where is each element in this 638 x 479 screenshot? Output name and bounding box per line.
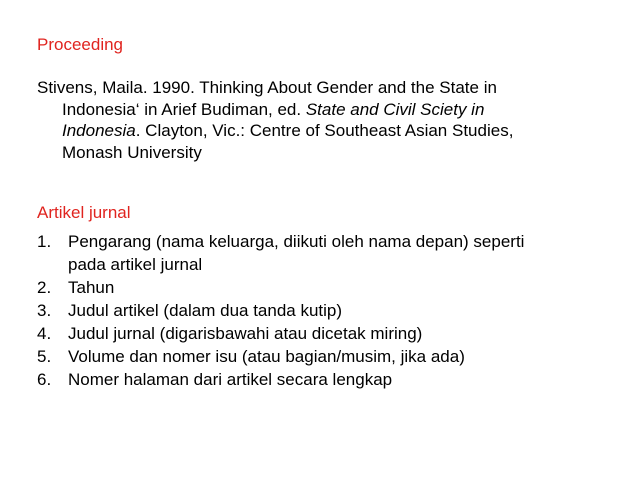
list-item (37, 345, 617, 368)
journal-article-list (37, 230, 617, 391)
list-item-number: 6. (37, 370, 52, 389)
list-item-number: 5. (37, 347, 52, 366)
list-item (37, 276, 617, 299)
list-item-text (68, 276, 617, 299)
list-item-text (68, 299, 617, 322)
list-item-text (68, 345, 617, 368)
list-item-number: 4. (37, 324, 52, 343)
list-item (37, 368, 617, 391)
list-item-text (68, 230, 617, 276)
list-item-number: 2. (37, 278, 52, 297)
list-item-line: Pengarang (nama keluarga, diikuti oleh nama depan) seperti (68, 232, 525, 251)
reference-line-3 (37, 120, 597, 142)
list-item-line: pada artikel jurnal (68, 255, 203, 274)
list-item-line: Tahun (68, 278, 115, 297)
reference-line-2 (37, 99, 597, 121)
list-item-line: Judul artikel (dalam dua tanda kutip) (68, 301, 343, 320)
section-heading-proceeding: Proceeding (37, 35, 124, 54)
list-item (37, 322, 617, 345)
reference-line-3-italic: Indonesia (62, 121, 136, 140)
list-item-text (68, 368, 617, 391)
list-item-line: Judul jurnal (digarisbawahi atau dicetak miring) (68, 324, 423, 343)
list-item-line: Nomer halaman dari artikel secara lengkap (68, 370, 393, 389)
reference-line-2-italic: State and Civil Sciety in (305, 99, 485, 119)
reference-line-4: Monash University (62, 142, 202, 162)
reference-line-1: Stivens, Maila. 1990. Thinking About Gender and the State in (37, 78, 497, 97)
list-item-number: 3. (37, 301, 52, 320)
list-item (37, 230, 617, 276)
reference-citation (37, 77, 597, 163)
section-heading-artikel-jurnal: Artikel jurnal (37, 203, 131, 222)
list-item (37, 299, 617, 322)
list-item-line: Volume dan nomer isu (atau bagian/musim, jika ada) (68, 347, 465, 366)
list-item-text (68, 322, 617, 345)
list-item-number: 1. (37, 232, 52, 251)
reference-line-2-text: Indonesia‘ in Arief Budiman, ed. (62, 99, 306, 119)
reference-line-3-text: . Clayton, Vic.: Centre of Southeast Asian Studies, (135, 121, 514, 140)
